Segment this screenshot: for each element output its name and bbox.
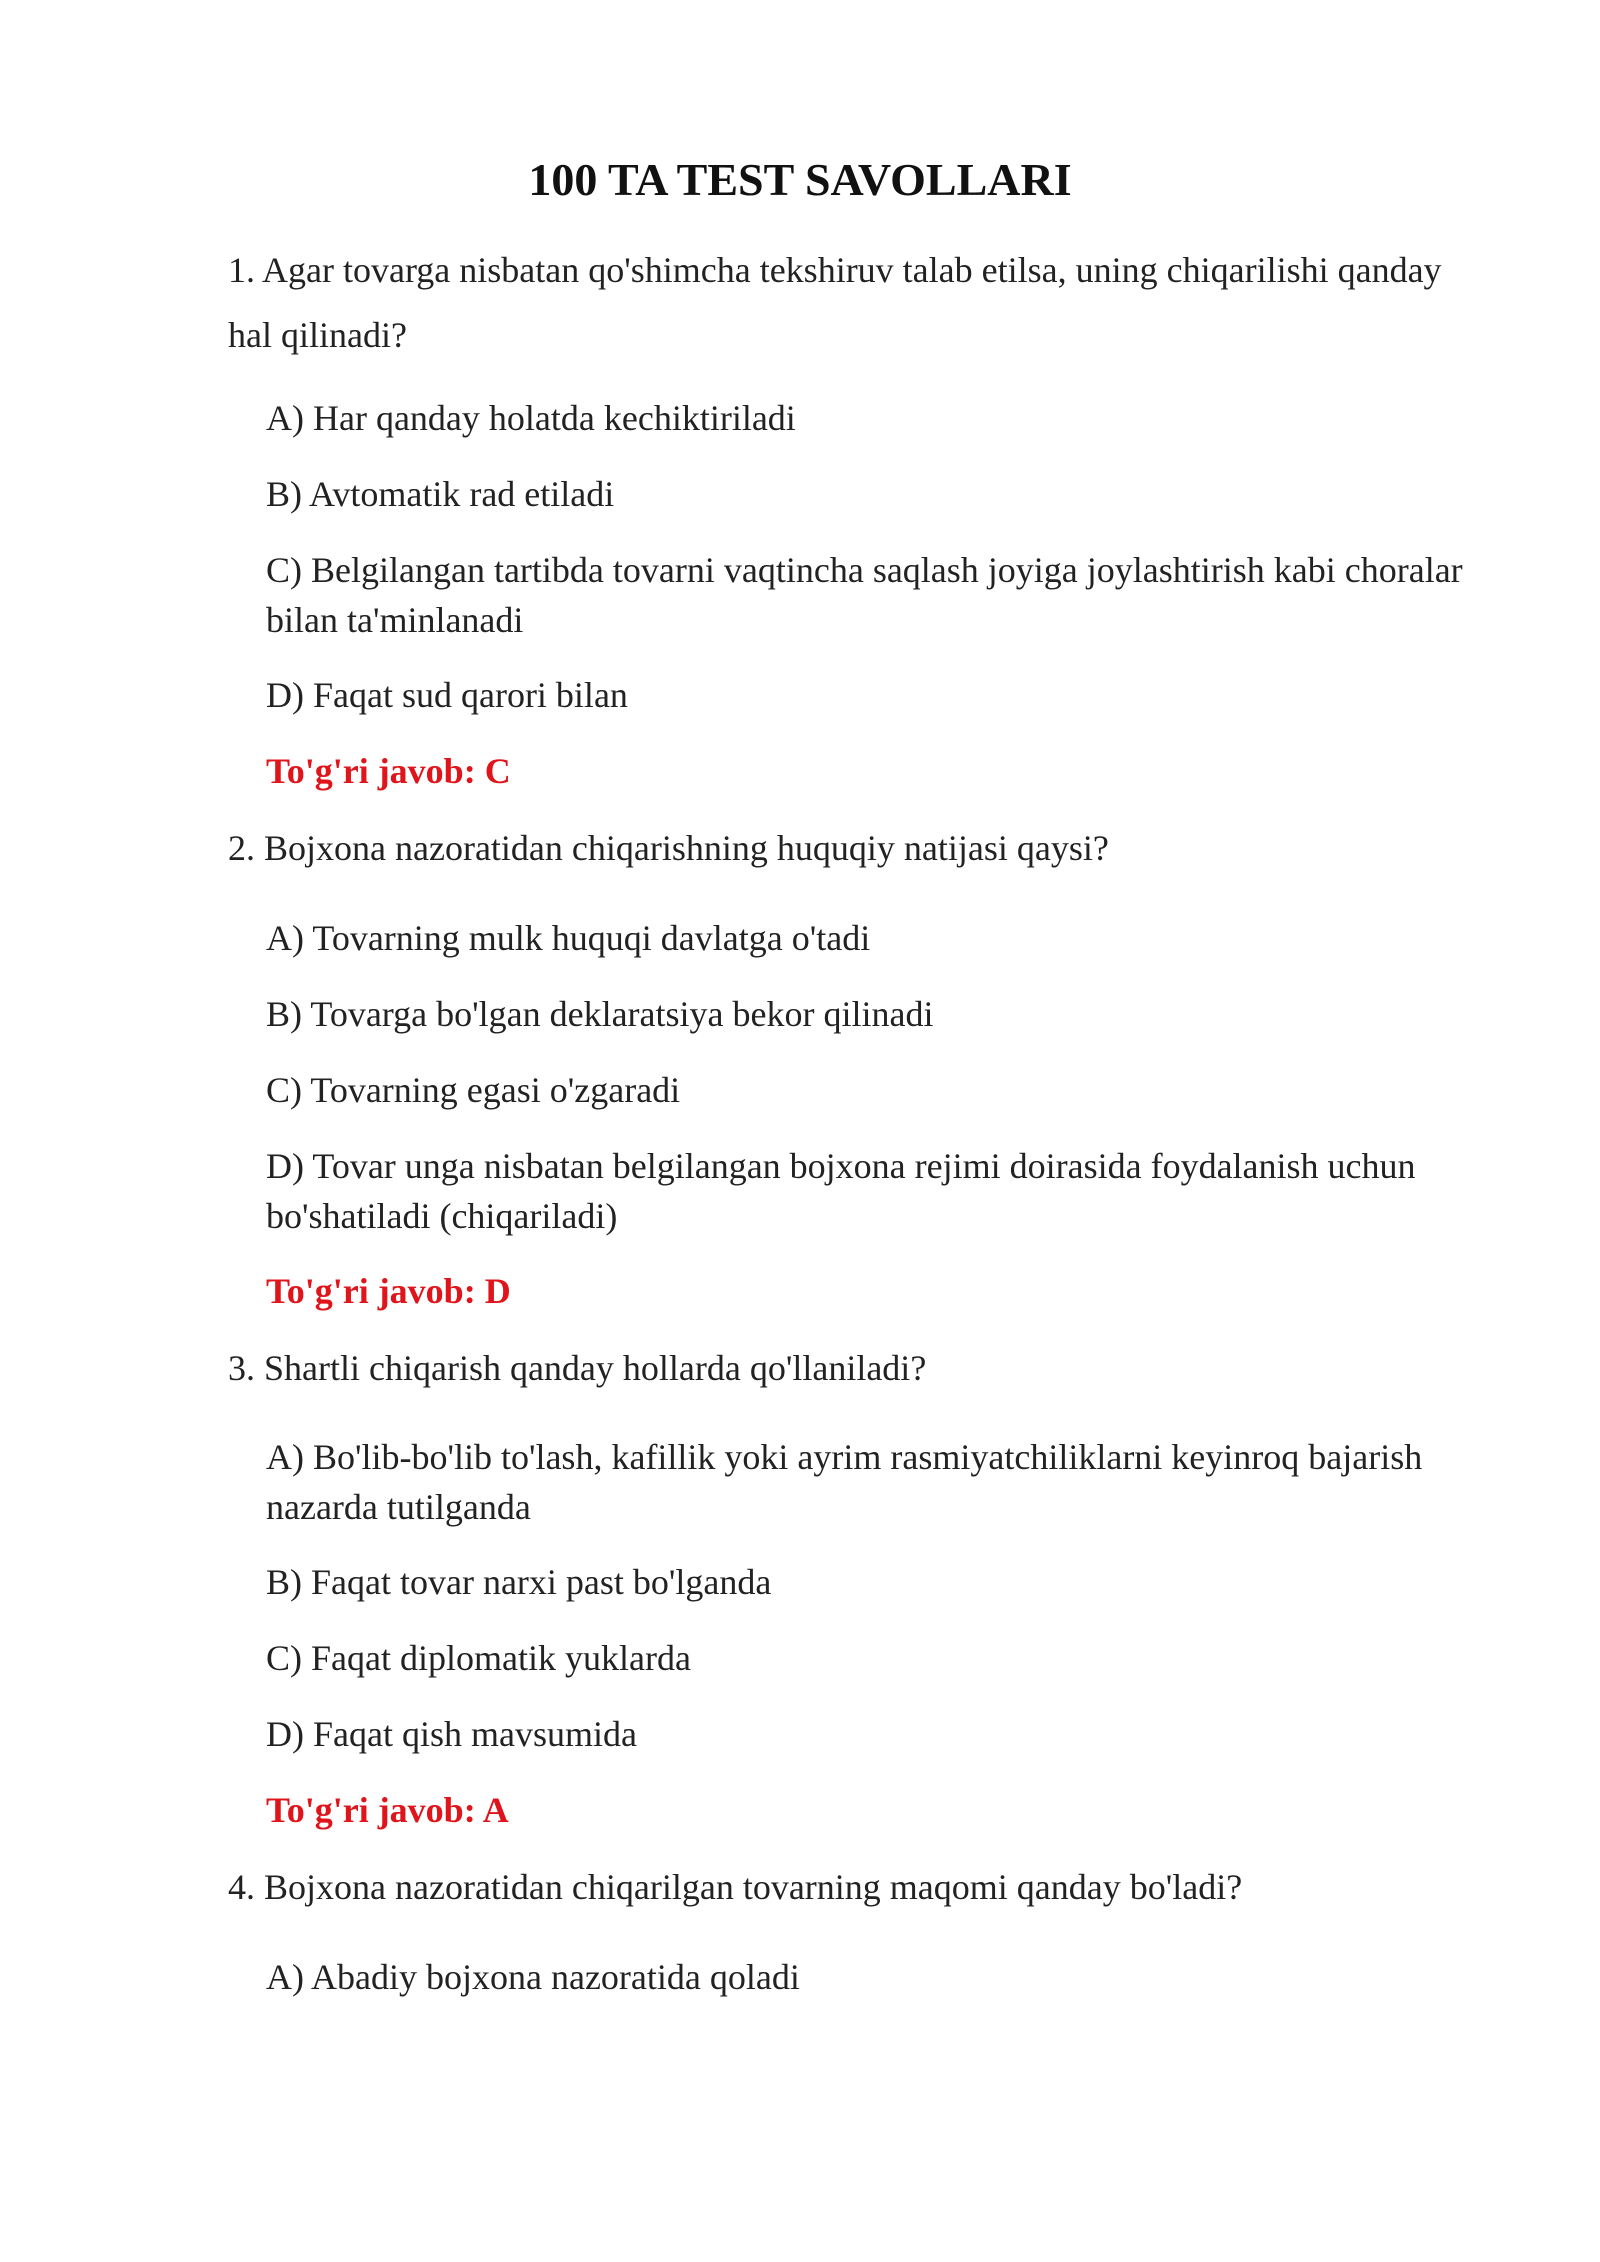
question-1-option-a: A) Har qanday holatda kechiktiriladi [266, 398, 796, 438]
question-1-option-c: C) Belgilangan tartibda tovarni vaqtincha saqlash joyiga joylashtirish kabi choralar bilan ta'minlanadi [266, 550, 1463, 640]
question-4-text: 4. Bojxona nazoratidan chiqarilgan tovarning maqomi qanday bo'ladi? [228, 1867, 1243, 1907]
question-3-text: 3. Shartli chiqarish qanday hollarda qo'llaniladi? [228, 1348, 927, 1388]
question-3-option-a: A) Bo'lib-bo'lib to'lash, kafillik yoki ayrim rasmiyatchiliklarni keyinroq bajarish nazarda tutilganda [266, 1437, 1423, 1527]
question-1-option-d: D) Faqat sud qarori bilan [266, 675, 628, 715]
question-4-option-a: A) Abadiy bojxona nazoratida qoladi [266, 1957, 800, 1997]
question-1-answer: To'g'ri javob: C [266, 751, 511, 791]
question-2-option-a: A) Tovarning mulk huquqi davlatga o'tadi [266, 918, 871, 958]
question-3-option-d: D) Faqat qish mavsumida [266, 1714, 637, 1754]
question-2-option-c: C) Tovarning egasi o'zgaradi [266, 1070, 681, 1110]
question-3-answer: To'g'ri javob: A [266, 1790, 509, 1830]
question-3-option-b: B) Faqat tovar narxi past bo'lganda [266, 1562, 772, 1602]
question-1-option-b: B) Avtomatik rad etiladi [266, 474, 615, 514]
question-1-text: 1. Agar tovarga nisbatan qo'shimcha tekshiruv talab etilsa, uning chiqarilishi qanday hal qilinadi? [228, 250, 1442, 355]
question-2-answer: To'g'ri javob: D [266, 1271, 511, 1311]
question-2-option-b: B) Tovarga bo'lgan deklaratsiya bekor qilinadi [266, 994, 934, 1034]
question-2-text: 2. Bojxona nazoratidan chiqarishning huquqiy natijasi qaysi? [228, 828, 1109, 868]
question-2-option-d: D) Tovar unga nisbatan belgilangan bojxona rejimi doirasida foydalanish uchun bo'shatiladi (chiqariladi) [266, 1146, 1416, 1236]
question-3-option-c: C) Faqat diplomatik yuklarda [266, 1638, 691, 1678]
page-title: 100 TA TEST SAVOLLARI [528, 154, 1072, 205]
